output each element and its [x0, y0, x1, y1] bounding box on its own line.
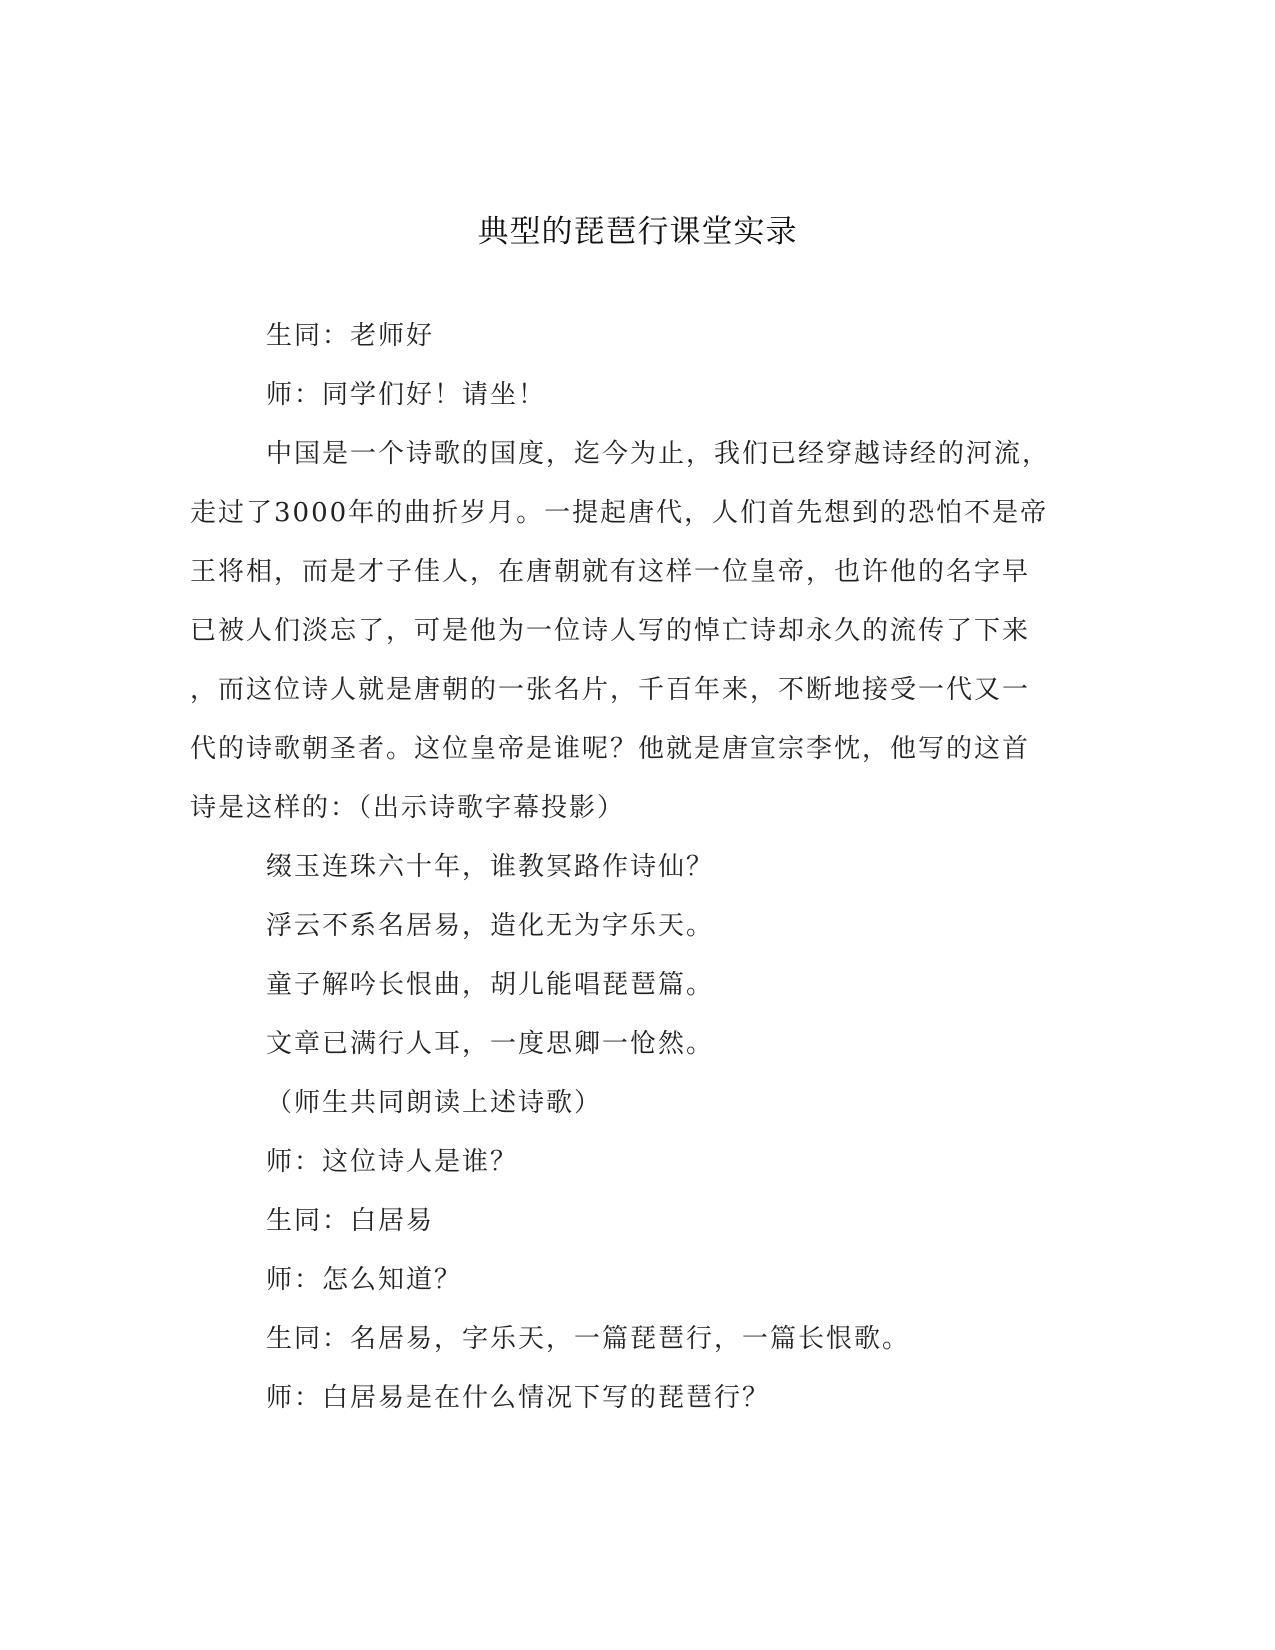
dialogue-line: 师：白居易是在什么情况下写的琵琶行？ — [266, 1383, 771, 1413]
paragraph-line: 诗是这样的：（出示诗歌字幕投影） — [190, 793, 626, 823]
paragraph-line: 走过了3000年的曲折岁月。一提起唐代，人们首先想到的恐怕不是帝 — [190, 498, 1049, 528]
dialogue-line: 师：同学们好！请坐！ — [266, 380, 547, 410]
paragraph-line: 已被人们淡忘了，可是他为一位诗人写的悼亡诗却永久的流传了下来 — [190, 616, 1031, 646]
dialogue-line: 师：这位诗人是谁？ — [266, 1147, 519, 1177]
dialogue-line: 生同：白居易 — [266, 1206, 435, 1236]
dialogue-line: 生同：老师好 — [266, 321, 435, 351]
paragraph-line: 代的诗歌朝圣者。这位皇帝是谁呢？他就是唐宣宗李忱，他写的这首 — [190, 734, 1031, 764]
dialogue-line: 生同：名居易，字乐天，一篇琵琶行，一篇长恨歌。 — [266, 1324, 911, 1354]
poem-line: 文章已满行人耳，一度思卿一怆然。 — [266, 1029, 715, 1059]
page-title: 典型的琵琶行课堂实录 — [477, 214, 798, 250]
poem-line: 缀玉连珠六十年，谁教冥路作诗仙？ — [266, 852, 715, 882]
poem-line: 浮云不系名居易，造化无为字乐天。 — [266, 911, 715, 941]
poem-line: 童子解吟长恨曲，胡儿能唱琵琶篇。 — [266, 970, 715, 1000]
paragraph-line: 中国是一个诗歌的国度，迄今为止，我们已经穿越诗经的河流， — [266, 439, 1051, 469]
paragraph-line: ，而这位诗人就是唐朝的一张名片，千百年来，不断地接受一代又一 — [190, 675, 1031, 705]
dialogue-line: 师：怎么知道？ — [266, 1265, 463, 1295]
stage-direction: （师生共同朗读上述诗歌） — [266, 1088, 603, 1118]
paragraph-line: 王将相，而是才子佳人，在唐朝就有这样一位皇帝，也许他的名字早 — [190, 557, 1031, 587]
